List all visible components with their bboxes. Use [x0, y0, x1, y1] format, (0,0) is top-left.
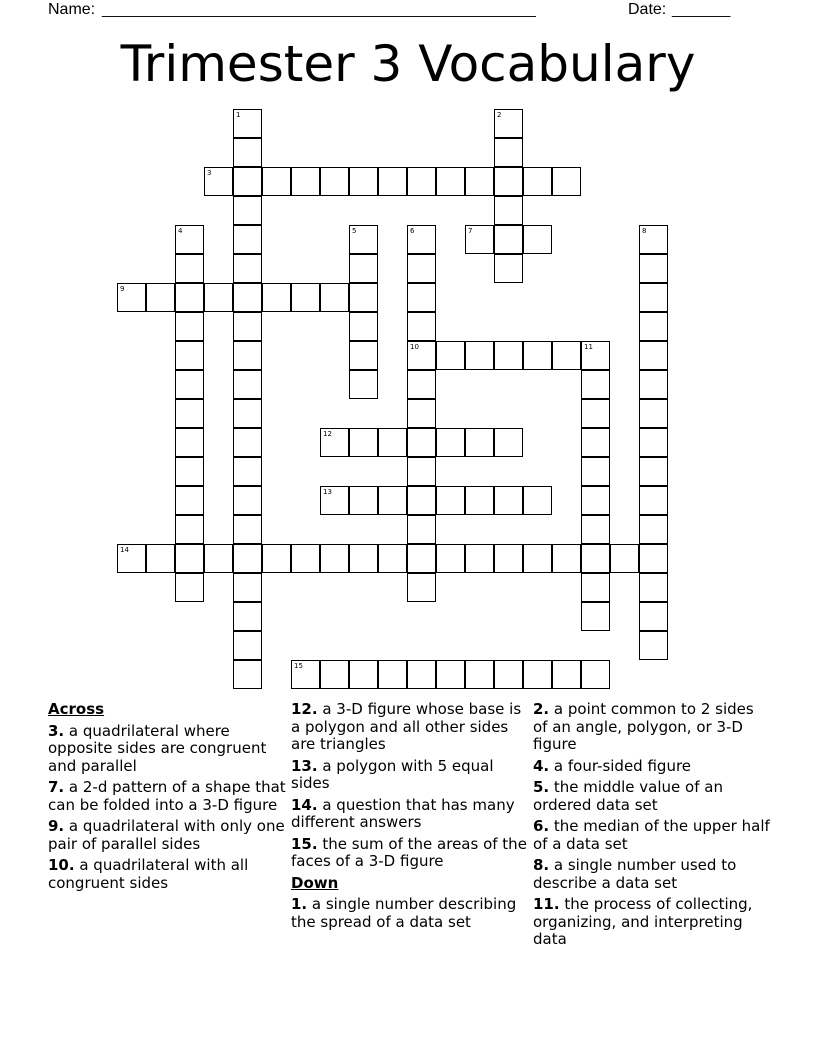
grid-cell[interactable] — [233, 399, 262, 428]
grid-cell[interactable] — [320, 660, 349, 689]
clue-item — [48, 723, 286, 776]
grid-cell[interactable] — [494, 341, 523, 370]
clue-number: 14 — [120, 546, 129, 554]
grid-cell[interactable] — [378, 544, 407, 573]
grid-cell[interactable] — [407, 312, 436, 341]
grid-cell[interactable] — [494, 138, 523, 167]
grid-cell[interactable] — [175, 399, 204, 428]
clue-item — [48, 857, 286, 892]
grid-cell[interactable] — [204, 544, 233, 573]
grid-cell[interactable] — [494, 486, 523, 515]
clue-item — [48, 818, 286, 853]
grid-cell[interactable] — [175, 225, 204, 254]
clue-number: 15 — [294, 662, 303, 670]
grid-cell[interactable] — [407, 544, 436, 573]
grid-cell[interactable] — [233, 660, 262, 689]
grid-cell[interactable] — [233, 254, 262, 283]
grid-cell[interactable] — [407, 428, 436, 457]
grid-cell[interactable] — [639, 515, 668, 544]
grid-cell[interactable] — [523, 167, 552, 196]
grid-cell[interactable] — [581, 660, 610, 689]
clue-item-number: 8. — [533, 856, 550, 874]
grid-cell[interactable] — [349, 486, 378, 515]
clue-number: 10 — [410, 343, 419, 351]
grid-cell[interactable] — [233, 457, 262, 486]
grid-cell[interactable] — [320, 167, 349, 196]
header-line — [48, 0, 748, 20]
grid-cell[interactable] — [552, 341, 581, 370]
clue-item-text: a point common to 2 sides of an angle, polygon, or 3-D figure — [533, 700, 754, 753]
grid-cell[interactable] — [378, 428, 407, 457]
clue-item — [48, 779, 286, 814]
grid-cell[interactable] — [175, 515, 204, 544]
grid-cell[interactable] — [494, 660, 523, 689]
grid-cell[interactable] — [465, 660, 494, 689]
grid-cell[interactable] — [639, 631, 668, 660]
clue-item-number: 7. — [48, 778, 65, 796]
grid-cell[interactable] — [581, 486, 610, 515]
grid-cell[interactable] — [146, 544, 175, 573]
clue-item-text: a single number used to describe a data set — [533, 856, 737, 892]
grid-cell[interactable] — [523, 225, 552, 254]
date-field[interactable]: _______ — [672, 1, 731, 18]
clue-item-text: a 3-D figure whose base is a polygon and all other sides are triangles — [291, 700, 522, 753]
grid-cell[interactable] — [465, 225, 494, 254]
grid-cell[interactable] — [262, 167, 291, 196]
grid-cell[interactable] — [349, 428, 378, 457]
clue-number: 6 — [410, 227, 415, 235]
clue-number: 7 — [468, 227, 473, 235]
clue-number: 13 — [323, 488, 332, 496]
grid-cell[interactable] — [175, 486, 204, 515]
clue-item — [291, 896, 529, 931]
grid-cell[interactable] — [291, 544, 320, 573]
grid-cell[interactable] — [494, 428, 523, 457]
grid-cell[interactable] — [494, 196, 523, 225]
grid-cell[interactable] — [639, 544, 668, 573]
grid-cell[interactable] — [407, 370, 436, 399]
date-label: Date: — [628, 1, 667, 18]
grid-cell[interactable] — [175, 428, 204, 457]
grid-cell[interactable] — [378, 660, 407, 689]
grid-cell[interactable] — [349, 341, 378, 370]
clue-item-number: 14. — [291, 795, 318, 814]
clue-item — [533, 701, 771, 754]
grid-cell[interactable] — [494, 254, 523, 283]
grid-cell[interactable] — [233, 283, 262, 312]
grid-cell[interactable] — [175, 370, 204, 399]
grid-cell[interactable] — [436, 428, 465, 457]
grid-cell[interactable] — [349, 312, 378, 341]
grid-cell[interactable] — [233, 341, 262, 370]
grid-cell[interactable] — [291, 283, 320, 312]
grid-cell[interactable] — [436, 486, 465, 515]
clue-item-text: the sum of the areas of the faces of a 3-D figure — [291, 834, 527, 870]
grid-cell[interactable] — [320, 486, 349, 515]
grid-cell[interactable] — [175, 573, 204, 602]
grid-cell[interactable] — [639, 399, 668, 428]
clue-item-text: a quadrilateral where opposite sides are congruent and parallel — [48, 721, 267, 775]
clue-number: 11 — [584, 343, 593, 351]
grid-cell[interactable] — [465, 486, 494, 515]
clue-item-text: the median of the upper half of a data set — [533, 817, 770, 853]
clue-item-text: the process of collecting, organizing, and interpreting data — [533, 895, 753, 948]
clue-item-text: a polygon with 5 equal sides — [291, 756, 494, 792]
grid-cell[interactable] — [639, 602, 668, 631]
grid-cell[interactable] — [465, 341, 494, 370]
grid-cell[interactable] — [204, 167, 233, 196]
clue-item — [533, 857, 771, 892]
clue-item-number: 13. — [291, 756, 318, 775]
grid-cell[interactable] — [407, 341, 436, 370]
grid-cell[interactable] — [465, 167, 494, 196]
grid-cell[interactable] — [407, 254, 436, 283]
grid-cell[interactable] — [349, 370, 378, 399]
grid-cell[interactable] — [175, 341, 204, 370]
clue-column-3 — [533, 701, 771, 953]
clue-item — [533, 818, 771, 853]
grid-cell[interactable] — [175, 312, 204, 341]
grid-cell[interactable] — [378, 486, 407, 515]
grid-cell[interactable] — [552, 544, 581, 573]
grid-cell[interactable] — [117, 544, 146, 573]
grid-cell[interactable] — [378, 167, 407, 196]
clue-item-number: 6. — [533, 817, 550, 835]
grid-cell[interactable] — [581, 602, 610, 631]
clue-item — [533, 896, 771, 949]
grid-cell[interactable] — [639, 283, 668, 312]
grid-cell[interactable] — [523, 341, 552, 370]
clue-item-text: a single number describing the spread of a data set — [291, 895, 517, 931]
grid-cell[interactable] — [233, 573, 262, 602]
grid-cell[interactable] — [407, 167, 436, 196]
grid-cell[interactable] — [436, 660, 465, 689]
grid-cell[interactable] — [639, 428, 668, 457]
clue-item-number: 5. — [533, 778, 550, 796]
grid-cell[interactable] — [349, 254, 378, 283]
grid-cell[interactable] — [349, 167, 378, 196]
clue-number: 1 — [236, 111, 241, 119]
grid-cell[interactable] — [233, 602, 262, 631]
grid-cell[interactable] — [146, 283, 175, 312]
clue-number: 5 — [352, 227, 357, 235]
grid-cell[interactable] — [639, 457, 668, 486]
grid-cell[interactable] — [320, 544, 349, 573]
across-heading: Across — [48, 700, 105, 718]
grid-cell[interactable] — [320, 428, 349, 457]
clue-number: 4 — [178, 227, 183, 235]
clue-item-number: 15. — [291, 834, 318, 853]
clue-column-1 — [48, 701, 286, 896]
grid-cell[interactable] — [233, 631, 262, 660]
grid-cell[interactable] — [639, 370, 668, 399]
clue-number: 3 — [207, 169, 212, 177]
grid-cell[interactable] — [233, 486, 262, 515]
clue-item-text: a 2-d pattern of a shape that can be folded into a 3-D figure — [48, 778, 286, 814]
clue-item-text: a quadrilateral with only one pair of parallel sides — [48, 817, 285, 853]
name-label: Name: — [48, 1, 96, 18]
grid-cell[interactable] — [436, 167, 465, 196]
grid-cell[interactable] — [233, 138, 262, 167]
clue-column-2 — [291, 701, 529, 935]
clue-item-text: a quadrilateral with all congruent sides — [48, 856, 249, 892]
grid-cell[interactable] — [320, 283, 349, 312]
clue-item-number: 10. — [48, 856, 75, 874]
clue-item — [291, 797, 529, 832]
grid-cell[interactable] — [639, 341, 668, 370]
clue-item-number: 1. — [291, 895, 308, 913]
grid-cell[interactable] — [494, 109, 523, 138]
grid-cell[interactable] — [407, 225, 436, 254]
grid-cell[interactable] — [233, 196, 262, 225]
clue-item — [291, 701, 529, 754]
clue-number: 12 — [323, 430, 332, 438]
grid-cell[interactable] — [233, 167, 262, 196]
grid-cell[interactable] — [581, 457, 610, 486]
grid-cell[interactable] — [465, 428, 494, 457]
grid-cell[interactable] — [436, 341, 465, 370]
grid-cell[interactable] — [349, 660, 378, 689]
clue-item — [533, 758, 771, 776]
grid-cell[interactable] — [523, 486, 552, 515]
grid-cell[interactable] — [436, 544, 465, 573]
clue-item-number: 4. — [533, 756, 550, 775]
grid-cell[interactable] — [581, 370, 610, 399]
grid-cell[interactable] — [407, 283, 436, 312]
grid-cell[interactable] — [494, 544, 523, 573]
clue-item-number: 2. — [533, 700, 550, 718]
page-title: Trimester 3 Vocabulary — [120, 35, 696, 93]
grid-cell[interactable] — [407, 515, 436, 544]
grid-cell[interactable] — [639, 573, 668, 602]
grid-cell[interactable] — [262, 283, 291, 312]
clue-item — [291, 758, 529, 793]
grid-cell[interactable] — [523, 660, 552, 689]
grid-cell[interactable] — [581, 573, 610, 602]
grid-cell[interactable] — [610, 544, 639, 573]
clue-item-text: a question that has many different answers — [291, 795, 515, 831]
clue-item-number: 3. — [48, 721, 65, 740]
grid-cell[interactable] — [407, 660, 436, 689]
grid-cell[interactable] — [407, 573, 436, 602]
grid-cell[interactable] — [581, 341, 610, 370]
grid-cell[interactable] — [349, 283, 378, 312]
clue-number: 8 — [642, 227, 647, 235]
down-heading: Down — [291, 873, 339, 892]
clue-item — [291, 836, 529, 871]
grid-cell[interactable] — [117, 283, 146, 312]
grid-cell[interactable] — [639, 486, 668, 515]
clue-item-text: a four-sided figure — [549, 756, 692, 775]
grid-cell[interactable] — [523, 544, 552, 573]
clue-item-number: 9. — [48, 817, 65, 835]
grid-cell[interactable] — [552, 167, 581, 196]
grid-cell[interactable] — [639, 312, 668, 341]
clue-number: 9 — [120, 285, 125, 293]
grid-cell[interactable] — [175, 457, 204, 486]
grid-cell[interactable] — [175, 544, 204, 573]
grid-cell[interactable] — [639, 254, 668, 283]
clue-number: 2 — [497, 111, 502, 119]
grid-cell[interactable] — [407, 399, 436, 428]
grid-cell[interactable] — [494, 167, 523, 196]
grid-cell[interactable] — [581, 515, 610, 544]
grid-cell[interactable] — [494, 225, 523, 254]
grid-cell[interactable] — [175, 254, 204, 283]
grid-cell[interactable] — [204, 283, 233, 312]
grid-cell[interactable] — [349, 225, 378, 254]
grid-cell[interactable] — [291, 167, 320, 196]
grid-cell[interactable] — [233, 225, 262, 254]
grid-cell[interactable] — [233, 428, 262, 457]
grid-cell[interactable] — [233, 109, 262, 138]
grid-cell[interactable] — [233, 370, 262, 399]
grid-cell[interactable] — [581, 544, 610, 573]
clue-item-text: the middle value of an ordered data set — [533, 778, 723, 814]
grid-cell[interactable] — [407, 486, 436, 515]
grid-cell[interactable] — [233, 544, 262, 573]
grid-cell[interactable] — [233, 312, 262, 341]
grid-cell[interactable] — [639, 225, 668, 254]
clue-item — [533, 779, 771, 814]
name-field[interactable]: ____________________________________________________ — [102, 1, 536, 18]
grid-cell[interactable] — [233, 515, 262, 544]
grid-cell[interactable] — [581, 428, 610, 457]
clue-item-number: 12. — [291, 700, 318, 718]
grid-cell[interactable] — [349, 544, 378, 573]
clue-item-number: 11. — [533, 895, 560, 913]
grid-cell[interactable] — [581, 399, 610, 428]
grid-cell[interactable] — [291, 660, 320, 689]
grid-cell[interactable] — [465, 544, 494, 573]
grid-cell[interactable] — [552, 660, 581, 689]
grid-cell[interactable] — [262, 544, 291, 573]
grid-cell[interactable] — [175, 283, 204, 312]
grid-cell[interactable] — [407, 457, 436, 486]
